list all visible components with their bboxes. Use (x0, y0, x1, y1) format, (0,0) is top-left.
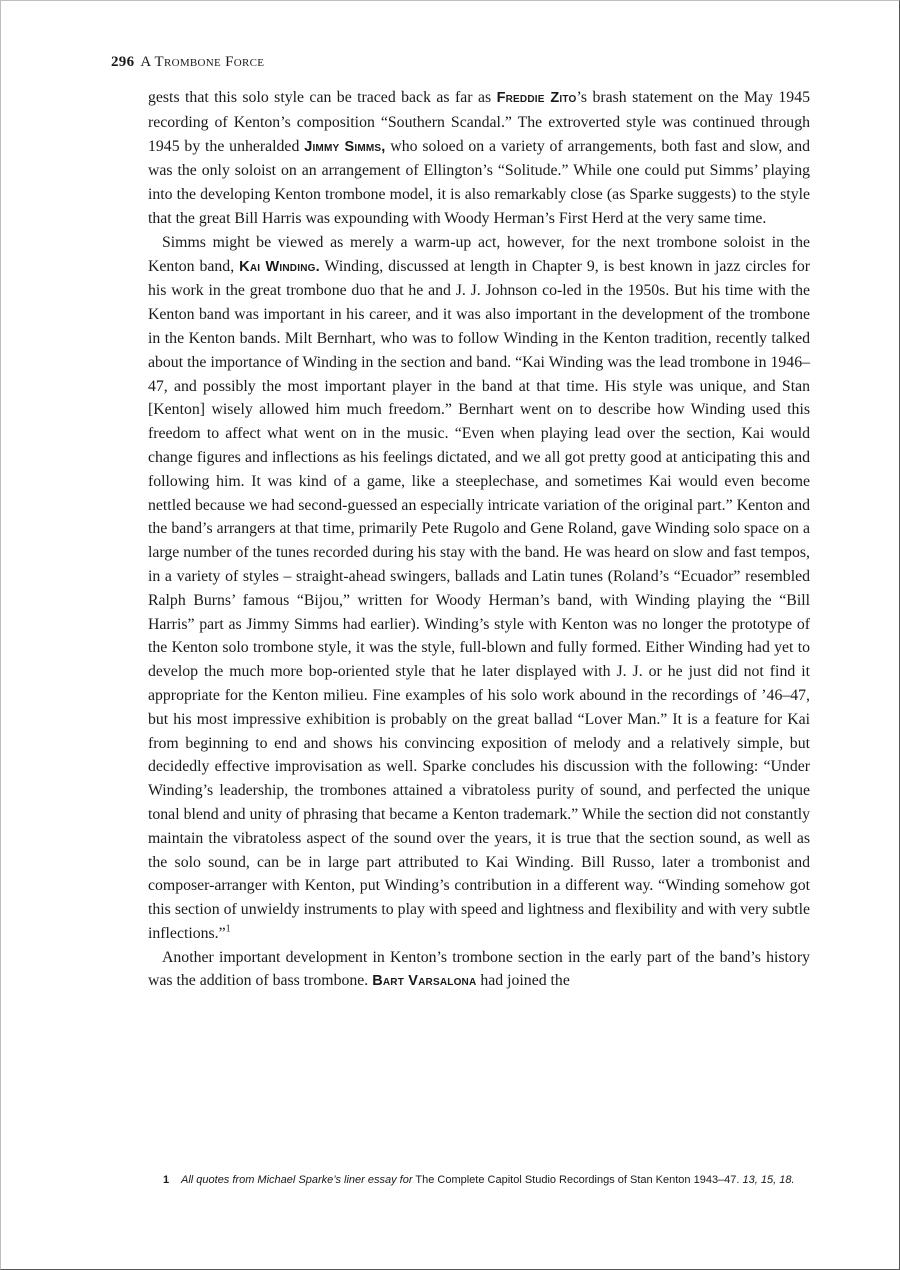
footnote-reference[interactable]: 1 (225, 923, 231, 935)
musician-name-bart-varsalona: Bart Varsalona (372, 973, 477, 990)
paragraph-text: Simms might be viewed as merely a warm-up act, however, for the next trombone soloist in the Kenton band, (148, 233, 810, 275)
musician-name-freddie-zito: Freddie Zito (496, 90, 577, 106)
body-text (148, 86, 810, 994)
footnote (163, 1172, 803, 1189)
paragraph-text: had joined the (476, 972, 570, 990)
footnote-source-title: The Complete Capitol Studio Recordings of Stan Kenton 1943–47. (412, 1174, 740, 1186)
page-number: 296 (111, 54, 135, 70)
running-head (111, 54, 264, 71)
paragraph-text: Another important development in Kenton’s trombone section in the early part of the band’s history was the addition of bass trombone. (148, 948, 810, 990)
musician-name-kai-winding: Kai Winding. (239, 258, 320, 275)
footnote-pages: 13, 15, 18. (739, 1174, 795, 1186)
musician-name-jimmy-simms: Jimmy Simms, (304, 138, 386, 155)
running-title: A Trombone Force (140, 54, 265, 70)
paragraph-1 (148, 86, 810, 231)
paragraph-text: who soloed on a variety of arrangements, both fast and slow, and was the only soloist on an arrangement of Ellington’s “Solitude.” While one could put Simms’ playing into the developing Kenton trombone model, it is also remarkably close (as Sparke suggests) to the style that the great Bill Harris was expounding with Woody Herman’s First Herd at the very same time. (148, 137, 810, 227)
paragraph-text: Winding, discussed at length in Chapter 9, is best known in jazz circles for his work in the great trombone duo that he and J. J. Johnson co-led in the 1950s. But his time with the Kenton band was important in his career, and it was also important in the development of the trombone in the Kenton bands. Milt Bernhart, who was to follow Winding in the Kenton tradition, recently talked about the importance of Winding in the section and band. “Kai Winding was the lead trombone in 1946–47, and possibly the most important player in the band at that time. His style was unique, and Stan [Kenton] wisely allowed him much freedom.” Bernhart went on to describe how Winding used this freedom to affect what went on in the music. “Even when playing lead over the section, Kai would change figures and inflections as his feelings dictated, and we all got pretty good at anticipating this and following him. It was kind of a game, like a steeplechase, and sometimes Kai would even become nettled because we had second-guessed an especially intricate variation of the original part.” Kenton and the band’s arrangers at that time, primarily Pete Rugolo and Gene Roland, gave Winding solo space on a large number of the tunes recorded during his stay with the band. He was heard on slow and fast tempos, in a variety of styles – straight-ahead swingers, ballads and Latin tunes (Roland’s “Ecuador” resembled Ralph Burns’ famous “Bijou,” written for Woody Herman’s band, with Winding playing the “Bill Harris” part as Jimmy Simms had earlier). Winding’s style with Kenton was no longer the prototype of the Kenton solo trombone style, it was the style, full-blown and fully formed. Either Winding had yet to develop the much more bop-oriented style that he later displayed with J. J. or he just did not find it appropriate for the Kenton milieu. Fine examples of his solo work abound in the recordings of ’46–47, but his most impressive exhibition is probably on the great ballad “Lover Man.” It is a feature for Kai from beginning to end and shows his convincing exposition of melody and a relatively simple, but decidedly effective improvisation as well. Sparke concludes his discussion with the following: “Under Winding’s leadership, the trombones attained a vibratoless purity of sound, and perfected the unique tonal blend and unity of phrasing that became a Kenton trademark.” While the section did not constantly maintain the vibratoless aspect of the sound over the years, it is true that the section sound, as well as the solo sound, can be in large part attributed to Kai Winding. Bill Russo, later a trombonist and composer-arranger with Kenton, put Winding’s contribution in a different way. “Winding somehow got this section of unwieldy instruments to play with speed and lightness and flexibility and with very subtle inflections.” (148, 257, 810, 942)
footnote-italic-text: All quotes from Michael Sparke’s liner essay for (181, 1174, 413, 1186)
paragraph-text: gests that this solo style can be traced back as far as (148, 89, 497, 106)
paragraph-3 (148, 946, 810, 995)
paragraph-2 (148, 231, 810, 946)
footnote-text (177, 1172, 803, 1189)
paragraph-text: ’s brash statement on the May 1945 recording of Kenton’s composition “Southern Scandal.” The extroverted style was continued through 1945 by the unheralded (148, 89, 810, 155)
footnote-number: 1 (163, 1174, 170, 1186)
